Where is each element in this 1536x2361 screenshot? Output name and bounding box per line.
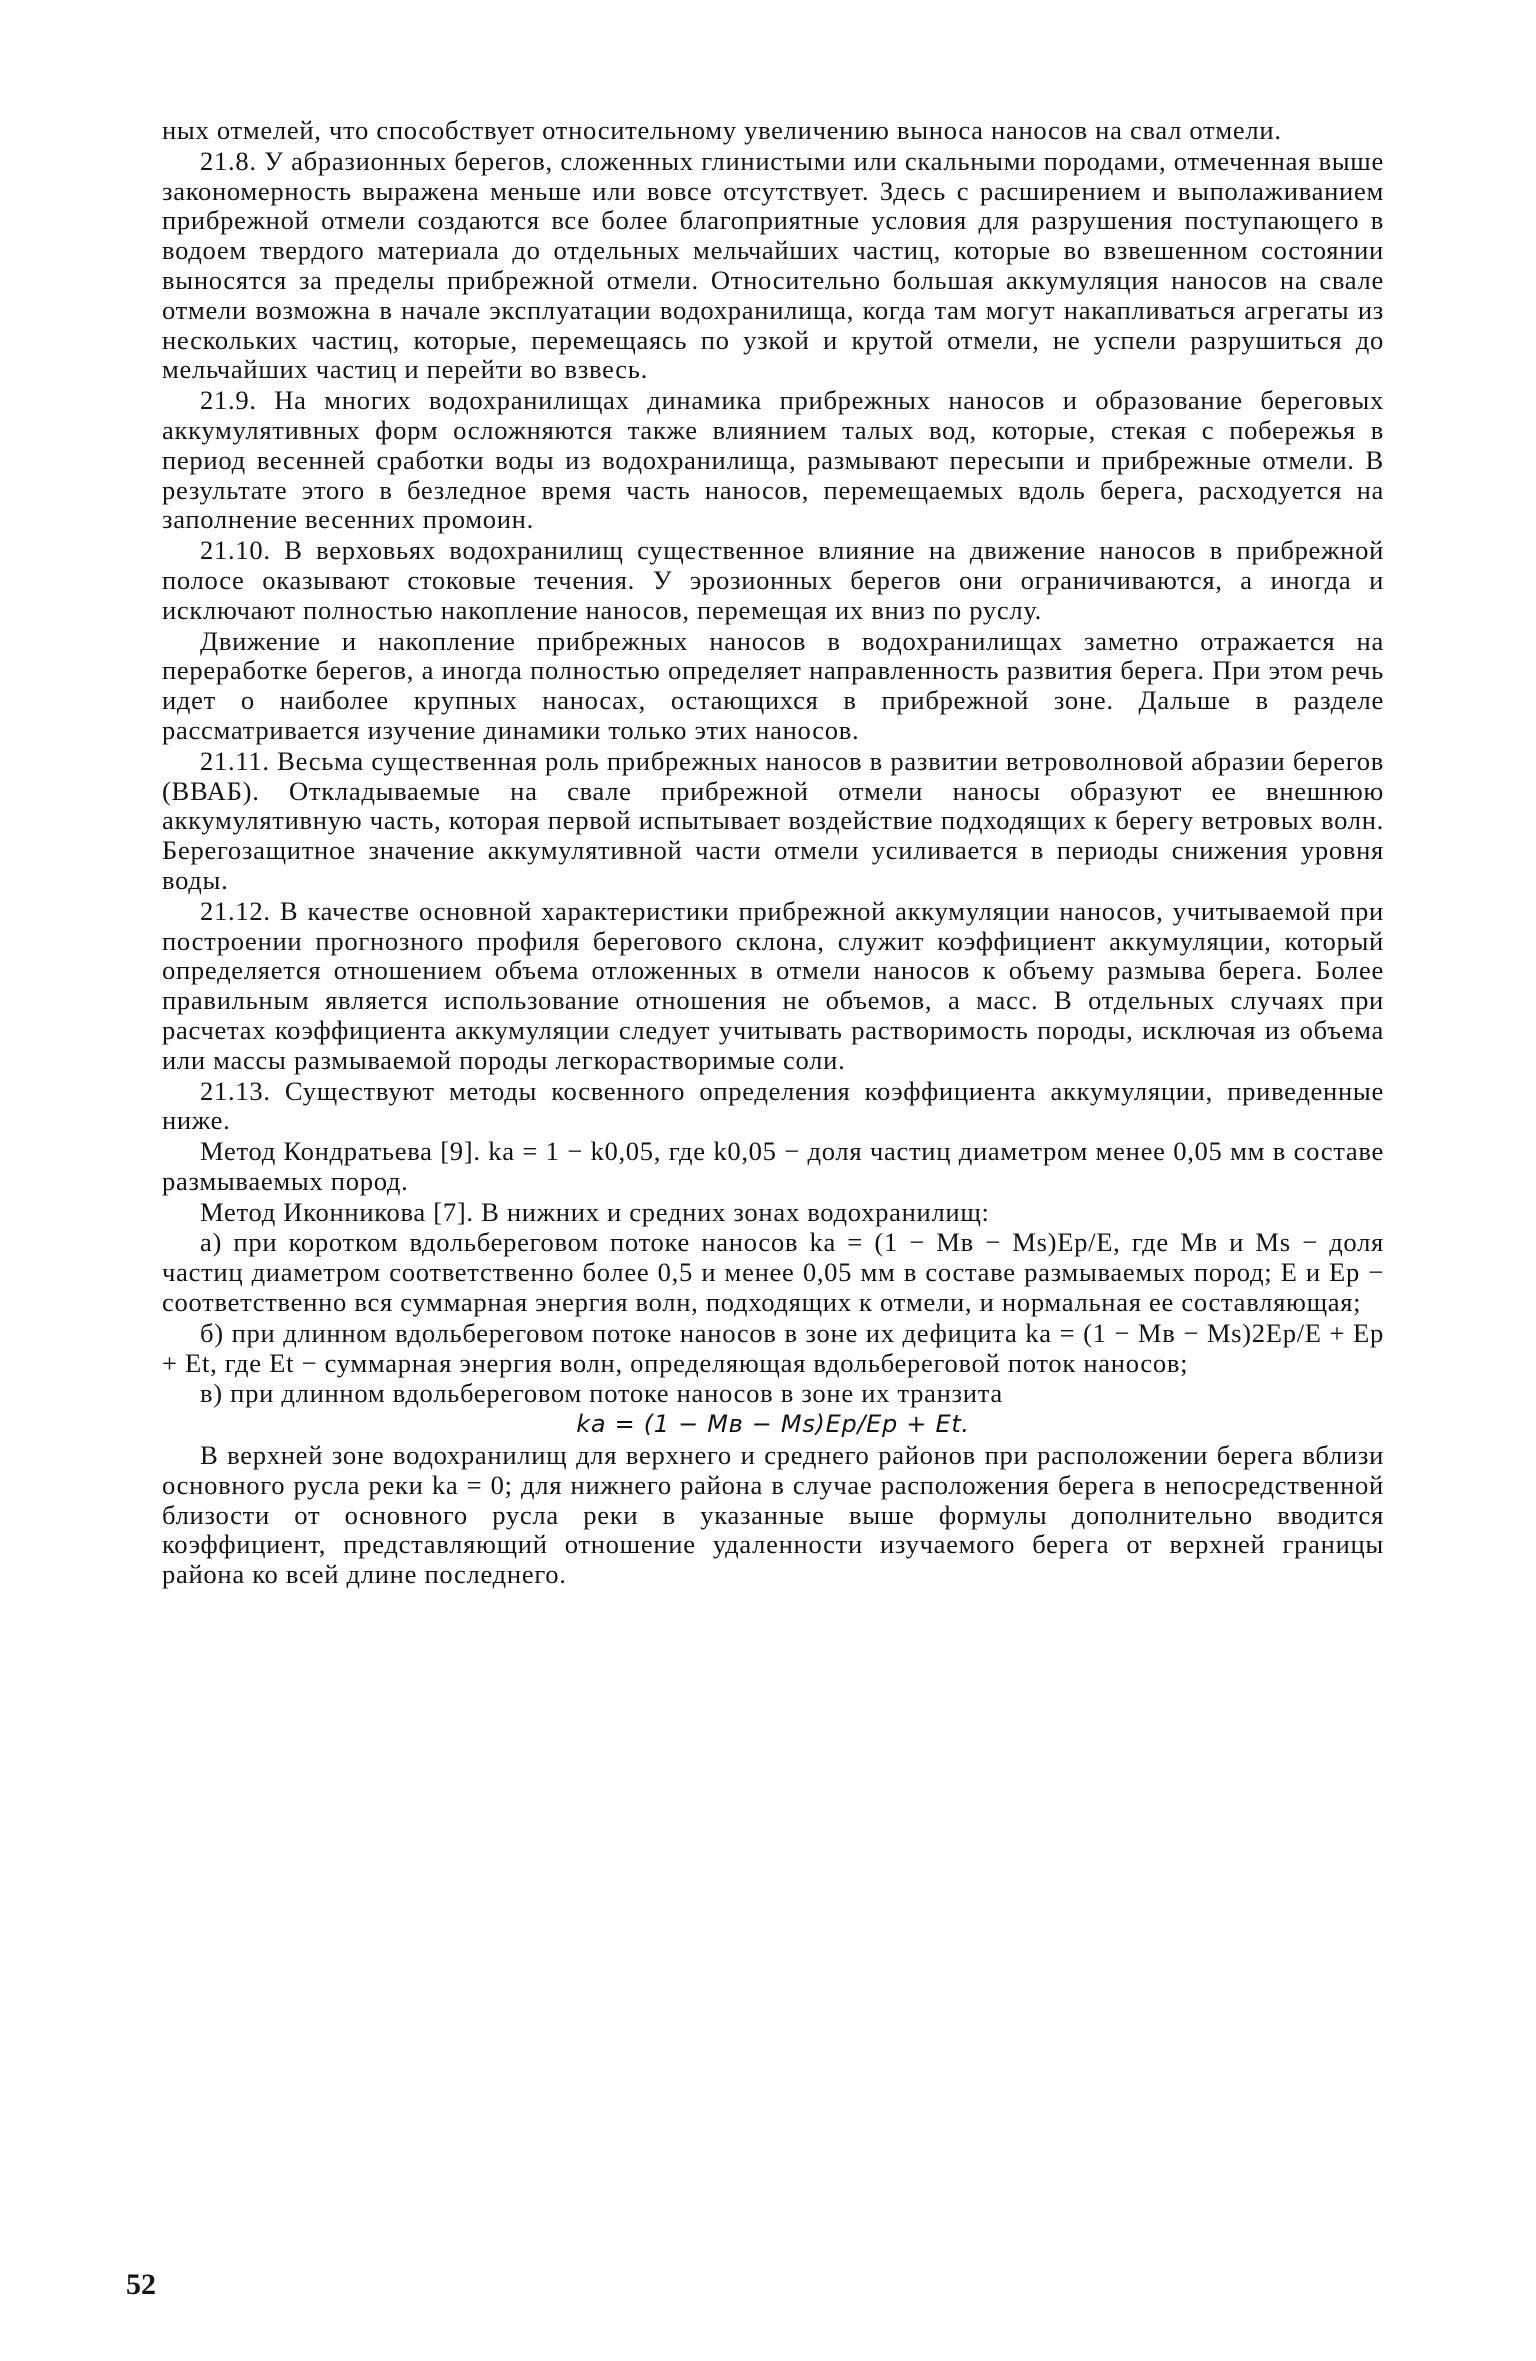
- paragraph-continuation: ных отмелей, что способствует относительному увеличению выноса наносов на свал отмели.: [162, 115, 1282, 145]
- paragraph-upper-zone: В верхней зоне водохранилищ для верхнего и среднего районов при расположении берега вблизи основного русла реки kа = 0; для нижнего района в случае расположения берега в непосредственной близости от основного русла реки в указанные выше формулы дополнительно вводится коэффициент, представляющий отношение удаленности изучаемого берега от верхней границы района ко всей длине последнего.: [162, 1440, 1384, 1590]
- page-number: 52: [126, 2268, 156, 2301]
- paragraph-21-12: 21.12. В качестве основной характеристики прибрежной аккумуляции наносов, учитываемой при построении прогнозного профиля берегового склона, служит коэффициент аккумуляции, который определяется отношением объема отложенных в отмели наносов к объему размыва берега. Более правильным является использование отношения не объемов, а масс. В отдельных случаях при расчетах коэффициента аккумуляции следует учитывать растворимость породы, исключая из объема или массы размываемой породы легкорастворимые соли.: [162, 895, 1384, 1075]
- paragraph-ikonnikov: Метод Иконникова [7]. В нижних и средних зонах водохранилищ:: [200, 1196, 990, 1227]
- paragraph-21-13: 21.13. Существуют методы косвенного определения коэффициента аккумуляции, приведенные ниже.: [162, 1075, 1384, 1136]
- paragraph-case-c: в) при длинном вдольбереговом потоке наносов в зоне их транзита: [200, 1378, 1003, 1409]
- paragraph-21-11: 21.11. Весьма существенная роль прибрежных наносов в развитии ветроволновой абразии берегов (ВВАБ). Откладываемые на свале прибрежной отмели наносы образуют ее внешнюю аккумулятивную часть, которая первой испытывает воздействие подходящих к берегу ветровых волн. Берегозащитное значение аккумулятивной части отмели усиливается в периоды снижения уровня воды.: [162, 745, 1384, 895]
- paragraph-21-8: 21.8. У абразионных берегов, сложенных глинистыми или скальными породами, отмеченная выше закономерность выражена меньше или вовсе отсутствует. Здесь с расширением и выполаживанием прибрежной отмели создаются все более благоприятные условия для разрушения поступающего в водоем твердого материала до отдельных мельчайших частиц, которые во взвешенном состоянии выносятся за пределы прибрежной отмели. Относительно большая аккумуляция наносов на свале отмели возможна в начале эксплуатации водохранилища, когда там могут накапливаться агрегаты из нескольких частиц, которые, перемещаясь по узкой и крутой отмели, не успели разрушиться до мельчайших частиц и перейти во взвесь.: [162, 145, 1384, 385]
- paragraph-case-b: б) при длинном вдольбереговом потоке наносов в зоне их дефицита kа = (1 − Mв − Ms)2Ep/E + Ep + Et, где Et − суммарная энергия волн, определяющая вдольбереговой поток наносов;: [162, 1317, 1384, 1378]
- body-text: [162, 116, 1384, 1591]
- paragraph-21-9: 21.9. На многих водохранилищах динамика прибрежных наносов и образование береговых аккумулятивных форм осложняются также влиянием талых вод, которые, стекая с побережья в период весенней сработки воды из водохранилища, размывают пересыпи и прибрежные отмели. В результате этого в безледное время часть наносов, перемещаемых вдоль берега, расходуется на заполнение весенних промоин.: [162, 385, 1384, 535]
- paragraph-21-10: 21.10. В верховьях водохранилищ существенное влияние на движение наносов в прибрежной полосе оказывают стоковые течения. У эрозионных берегов они ограничиваются, а иногда и исключают полностью накопление наносов, перемещая их вниз по руслу.: [162, 535, 1384, 625]
- paragraph-case-a: а) при коротком вдольбереговом потоке наносов kа = (1 − Mв − Ms)Ep/E, где Mв и Ms − доля частиц диаметром соответственно более 0,5 и менее 0,05 мм в составе размываемых пород; E и Ep − соответственно вся суммарная энергия волн, подходящих к отмели, и нормальная ее составляющая;: [162, 1227, 1384, 1318]
- formula-transit: kа = (1 − Mв − Ms)Ep/Ep + Et.: [576, 1410, 970, 1439]
- paragraph-kondratiev: Метод Кондратьева [9]. kа = 1 − k0,05, где k0,05 − доля частиц диаметром менее 0,05 мм в составе размываемых пород.: [162, 1136, 1384, 1196]
- paragraph-movement: Движение и накопление прибрежных наносов в водохранилищах заметно отражается на переработке берегов, а иногда полностью определяет направленность развития берега. При этом речь идет о наиболее крупных наносах, остающихся в прибрежной зоне. Дальше в разделе рассматривается изучение динамики только этих наносов.: [162, 625, 1384, 745]
